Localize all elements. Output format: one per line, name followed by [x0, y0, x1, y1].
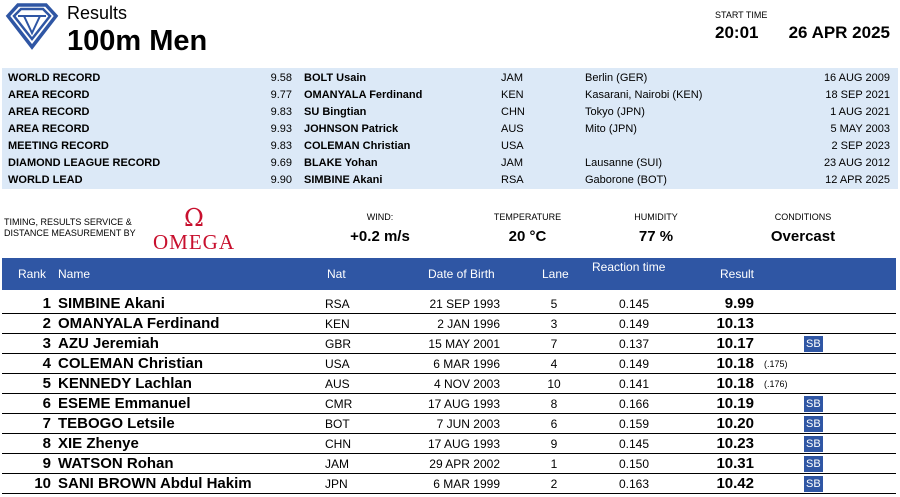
record-holder: OMANYALA Ferdinand: [304, 89, 423, 101]
weather-label: CONDITIONS: [774, 212, 832, 222]
record-venue: Gaborone (BOT): [585, 174, 667, 186]
record-type: DIAMOND LEAGUE RECORD: [8, 157, 161, 169]
dob-cell: 17 AUG 1993: [427, 397, 500, 411]
table-row: [2, 294, 896, 314]
conditions-bar: [0, 200, 900, 252]
record-type: MEETING RECORD: [8, 140, 109, 152]
page-header: [0, 0, 900, 64]
record-row: [2, 70, 898, 87]
result-cell: 10.13: [716, 315, 754, 332]
header-reaction: Reaction time: [592, 260, 666, 274]
lane-cell: 4: [550, 357, 558, 371]
dob-cell: 17 AUG 1993: [427, 437, 500, 451]
tie-break-time: (.175): [764, 359, 788, 369]
record-date: 5 MAY 2003: [830, 123, 890, 135]
record-row: [2, 138, 898, 155]
humidity-block: [620, 212, 692, 245]
record-type: AREA RECORD: [8, 89, 90, 101]
reaction-cell: 0.149: [619, 317, 650, 331]
reaction-cell: 0.141: [619, 377, 650, 391]
header-rank: Rank: [18, 267, 47, 281]
dob-cell: 6 MAR 1999: [433, 477, 500, 491]
record-mark: 9.83: [270, 140, 292, 152]
lane-cell: 8: [550, 397, 558, 411]
season-best-badge: SB: [806, 478, 821, 490]
rank-cell: 7: [42, 415, 51, 432]
athlete-name: ESEME Emmanuel: [58, 395, 191, 412]
tie-break-time: (.176): [764, 379, 788, 389]
nat-cell: RSA: [325, 297, 350, 311]
dob-cell: 4 NOV 2003: [433, 377, 500, 391]
table-row: [2, 474, 896, 494]
timing-credit-line: TIMING, RESULTS SERVICE &: [4, 217, 132, 227]
record-type: WORLD LEAD: [8, 174, 83, 186]
record-holder: SU Bingtian: [304, 106, 367, 118]
lane-cell: 9: [550, 437, 558, 451]
results-table-header: [2, 258, 896, 290]
nat-cell: KEN: [325, 317, 350, 331]
season-best-badge: SB: [806, 398, 821, 410]
record-row: [2, 172, 898, 189]
record-nat: RSA: [501, 174, 524, 186]
header-result: Result: [720, 267, 755, 281]
svg-text:Ω: Ω: [184, 204, 204, 232]
nat-cell: AUS: [325, 377, 350, 391]
rank-cell: 2: [42, 315, 51, 332]
athlete-name: XIE Zhenye: [58, 435, 139, 452]
reaction-cell: 0.145: [619, 437, 650, 451]
reaction-cell: 0.137: [619, 337, 650, 351]
record-venue: Berlin (GER): [585, 72, 648, 84]
record-date: 23 AUG 2012: [823, 157, 890, 169]
diamond-league-logo-icon: [4, 2, 60, 50]
table-row: [2, 354, 896, 374]
rank-cell: 3: [42, 335, 51, 352]
record-holder: BOLT Usain: [304, 72, 367, 84]
result-cell: 10.20: [716, 415, 754, 432]
season-best-badge: SB: [806, 438, 821, 450]
rank-cell: 10: [34, 475, 51, 492]
dob-cell: 15 MAY 2001: [428, 337, 500, 351]
nat-cell: CHN: [325, 437, 351, 451]
omega-logo-icon: [148, 204, 240, 252]
rank-cell: 9: [42, 455, 51, 472]
lane-cell: 10: [547, 377, 561, 391]
reaction-cell: 0.159: [619, 417, 650, 431]
record-nat: JAM: [501, 157, 523, 169]
rank-cell: 6: [42, 395, 51, 412]
table-row: [2, 374, 896, 394]
start-time: 20:01: [715, 23, 759, 42]
record-row: [2, 121, 898, 138]
dob-cell: 7 JUN 2003: [436, 417, 500, 431]
athlete-name: SIMBINE Akani: [58, 295, 165, 312]
record-date: 1 AUG 2021: [830, 106, 890, 118]
result-cell: 10.31: [716, 455, 754, 472]
header-name: Name: [58, 267, 91, 281]
table-row: [2, 314, 896, 334]
reaction-cell: 0.163: [619, 477, 650, 491]
record-holder: SIMBINE Akani: [304, 174, 383, 186]
dob-cell: 6 MAR 1996: [433, 357, 500, 371]
record-venue: Mito (JPN): [585, 123, 637, 135]
athlete-name: KENNEDY Lachlan: [58, 375, 192, 392]
athlete-name: TEBOGO Letsile: [58, 415, 175, 432]
result-cell: 10.23: [716, 435, 754, 452]
result-cell: 10.42: [716, 475, 754, 492]
record-date: 2 SEP 2023: [831, 140, 890, 152]
record-mark: 9.69: [270, 157, 292, 169]
reaction-cell: 0.149: [619, 357, 650, 371]
section-label: Results: [67, 3, 128, 23]
rank-cell: 8: [42, 435, 51, 452]
reaction-cell: 0.150: [619, 457, 650, 471]
record-date: 18 SEP 2021: [825, 89, 890, 101]
record-type: AREA RECORD: [8, 123, 90, 135]
temperature-label: TEMPERATURE: [493, 212, 562, 222]
season-best-badge: SB: [806, 338, 821, 350]
record-date: 16 AUG 2009: [823, 72, 890, 84]
nat-cell: BOT: [325, 417, 350, 431]
lane-cell: 3: [550, 317, 558, 331]
header-dob: Date of Birth: [428, 267, 495, 281]
dob-cell: 2 JAN 1996: [437, 317, 500, 331]
record-venue: Kasarani, Nairobi (KEN): [585, 89, 703, 101]
table-row: [2, 394, 896, 414]
athlete-name: AZU Jeremiah: [58, 335, 159, 352]
lane-cell: 7: [550, 337, 558, 351]
lane-cell: 6: [550, 417, 558, 431]
dob-cell: 21 SEP 1993: [429, 297, 500, 311]
result-cell: 10.17: [716, 335, 754, 352]
athlete-name: COLEMAN Christian: [58, 355, 204, 372]
record-nat: CHN: [501, 106, 525, 118]
result-cell: 10.19: [716, 395, 754, 412]
lane-cell: 5: [550, 297, 558, 311]
rank-cell: 1: [42, 295, 51, 312]
table-row: [2, 454, 896, 474]
record-venue: Lausanne (SUI): [585, 157, 663, 169]
result-cell: 9.99: [724, 295, 754, 312]
lane-cell: 2: [550, 477, 558, 491]
timing-credit-line: DISTANCE MEASUREMENT BY: [4, 228, 136, 238]
nat-cell: CMR: [325, 397, 353, 411]
event-title: 100m Men: [67, 25, 208, 57]
header-nat: Nat: [327, 267, 346, 281]
rank-cell: 5: [42, 375, 51, 392]
record-type: WORLD RECORD: [8, 72, 101, 84]
table-row: [2, 434, 896, 454]
result-cell: 10.18: [716, 355, 754, 372]
wind-block: [340, 212, 420, 245]
record-venue: Tokyo (JPN): [585, 106, 645, 118]
record-row: [2, 87, 898, 104]
record-mark: 9.83: [270, 106, 292, 118]
lane-cell: 1: [550, 457, 558, 471]
result-cell: 10.18: [716, 375, 754, 392]
rank-cell: 4: [42, 355, 51, 372]
record-mark: 9.90: [270, 174, 292, 186]
record-nat: AUS: [501, 123, 524, 135]
record-type: AREA RECORD: [8, 106, 90, 118]
record-nat: KEN: [501, 89, 524, 101]
timing-credit: [4, 217, 136, 239]
season-best-badge: SB: [806, 418, 821, 430]
nat-cell: JAM: [325, 457, 349, 471]
temperature-block: [485, 212, 570, 245]
record-mark: 9.58: [270, 72, 292, 84]
dob-cell: 29 APR 2002: [429, 457, 500, 471]
record-nat: USA: [501, 140, 524, 152]
event-date: 26 APR 2025: [788, 23, 890, 42]
record-holder: COLEMAN Christian: [304, 140, 411, 152]
record-holder: JOHNSON Patrick: [304, 123, 399, 135]
header-lane: Lane: [542, 267, 569, 281]
athlete-name: OMANYALA Ferdinand: [58, 315, 220, 332]
reaction-cell: 0.145: [619, 297, 650, 311]
weather-value: Overcast: [770, 228, 836, 245]
records-panel: [2, 68, 898, 189]
omega-wordmark: OMEGA: [153, 230, 235, 252]
record-row: [2, 155, 898, 172]
table-row: [2, 334, 896, 354]
results-table-body: [2, 294, 896, 494]
start-time-label: START TIME: [715, 10, 768, 20]
weather-block: [755, 212, 851, 245]
season-best-badge: SB: [806, 458, 821, 470]
athlete-name: SANI BROWN Abdul Hakim: [58, 475, 252, 492]
record-holder: BLAKE Yohan: [304, 157, 378, 169]
humidity-label: HUMIDITY: [634, 212, 678, 222]
wind-value: +0.2 m/s: [350, 228, 410, 245]
record-date: 12 APR 2025: [825, 174, 890, 186]
nat-cell: JPN: [325, 477, 348, 491]
record-row: [2, 104, 898, 121]
table-row: [2, 414, 896, 434]
athlete-name: WATSON Rohan: [58, 455, 174, 472]
record-mark: 9.93: [270, 123, 292, 135]
record-nat: JAM: [501, 72, 523, 84]
humidity-value: 77 %: [638, 228, 674, 245]
wind-label: WIND:: [366, 212, 394, 222]
reaction-cell: 0.166: [619, 397, 650, 411]
nat-cell: USA: [325, 357, 350, 371]
temperature-value: 20 °C: [508, 228, 547, 245]
record-mark: 9.77: [270, 89, 292, 101]
nat-cell: GBR: [325, 337, 352, 351]
